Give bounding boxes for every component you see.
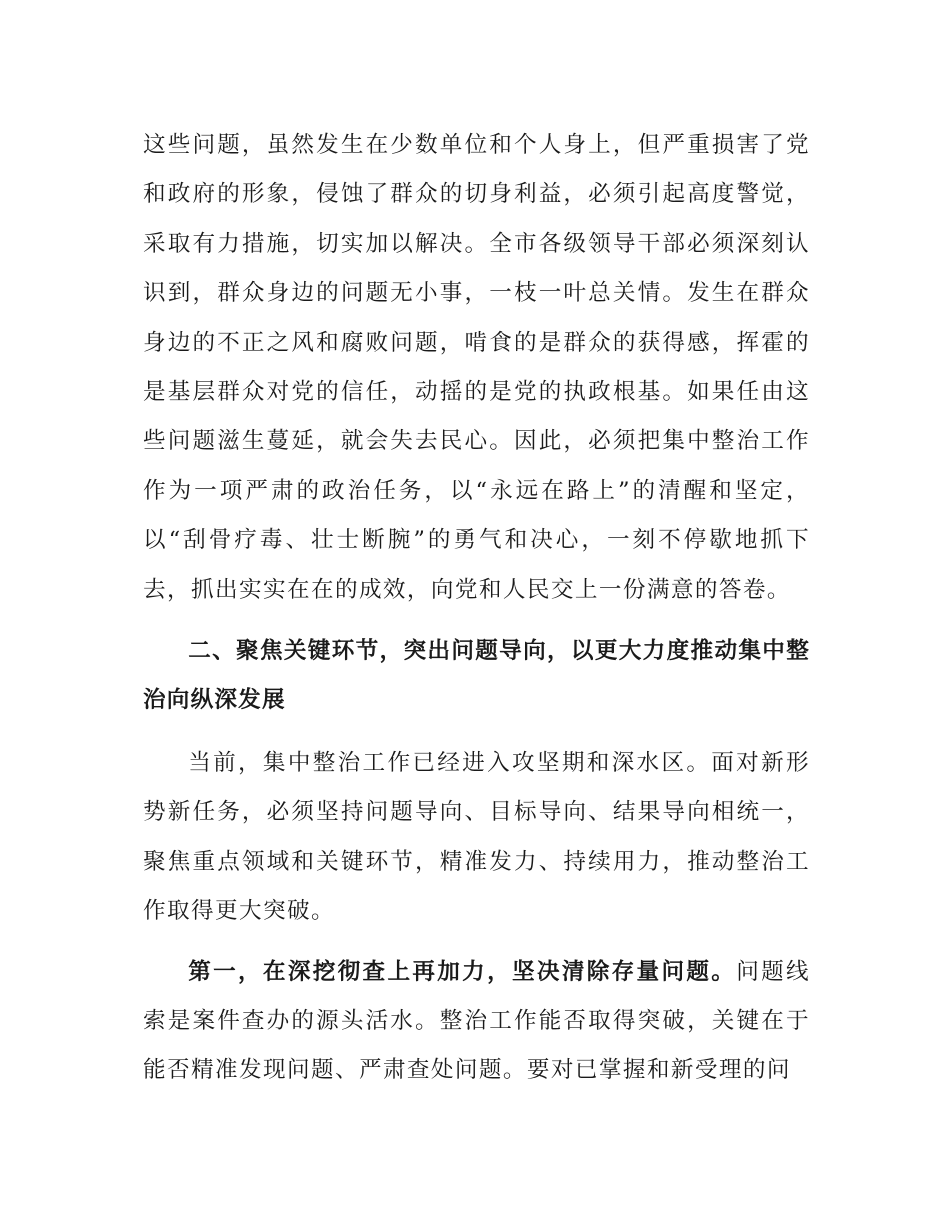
body-paragraph-3: [143, 948, 810, 1096]
section-heading: 二、聚焦关键环节，突出问题导向，以更大力度推动集中整治向纵深发展: [143, 638, 810, 714]
paragraph-body-text: 问题线索是案件查办的源头活水。整治工作能否取得突破，关键在于能否精准发现问题、严肃查处问题。要对已掌握和新受理的问: [143, 958, 810, 1084]
document-page: [143, 121, 810, 1096]
body-paragraph-1: 这些问题，虽然发生在少数单位和个人身上，但严重损害了党和政府的形象，侵蚀了群众的切身利益，必须引起高度警觉，采取有力措施，切实加以解决。全市各级领导干部必须深刻认识到，群众身边的问题无小事，一枝一叶总关情。发生在群众身边的不正之风和腐败问题，啃食的是群众的获得感，挥霍的是基层群众对党的信任，动摇的是党的执政根基。如果任由这些问题滋生蔓延，就会失去民心。因此，必须把集中整治工作作为一项严肃的政治任务，以“永远在路上”的清醒和坚定，以“刮骨疗毒、壮士断腕”的勇气和决心，一刻不停歇地抓下去，抓出实实在在的成效，向党和人民交上一份满意的答卷。: [143, 132, 810, 603]
body-paragraph-2: 当前，集中整治工作已经进入攻坚期和深水区。面对新形势新任务，必须坚持问题导向、目标导向、结果导向相统一，聚焦重点领域和关键环节，精准发力、持续用力，推动整治工作取得更大突破。: [143, 749, 810, 925]
paragraph-lead-sentence: 第一，在深挖彻查上再加力，坚决清除存量问题。: [188, 958, 737, 985]
